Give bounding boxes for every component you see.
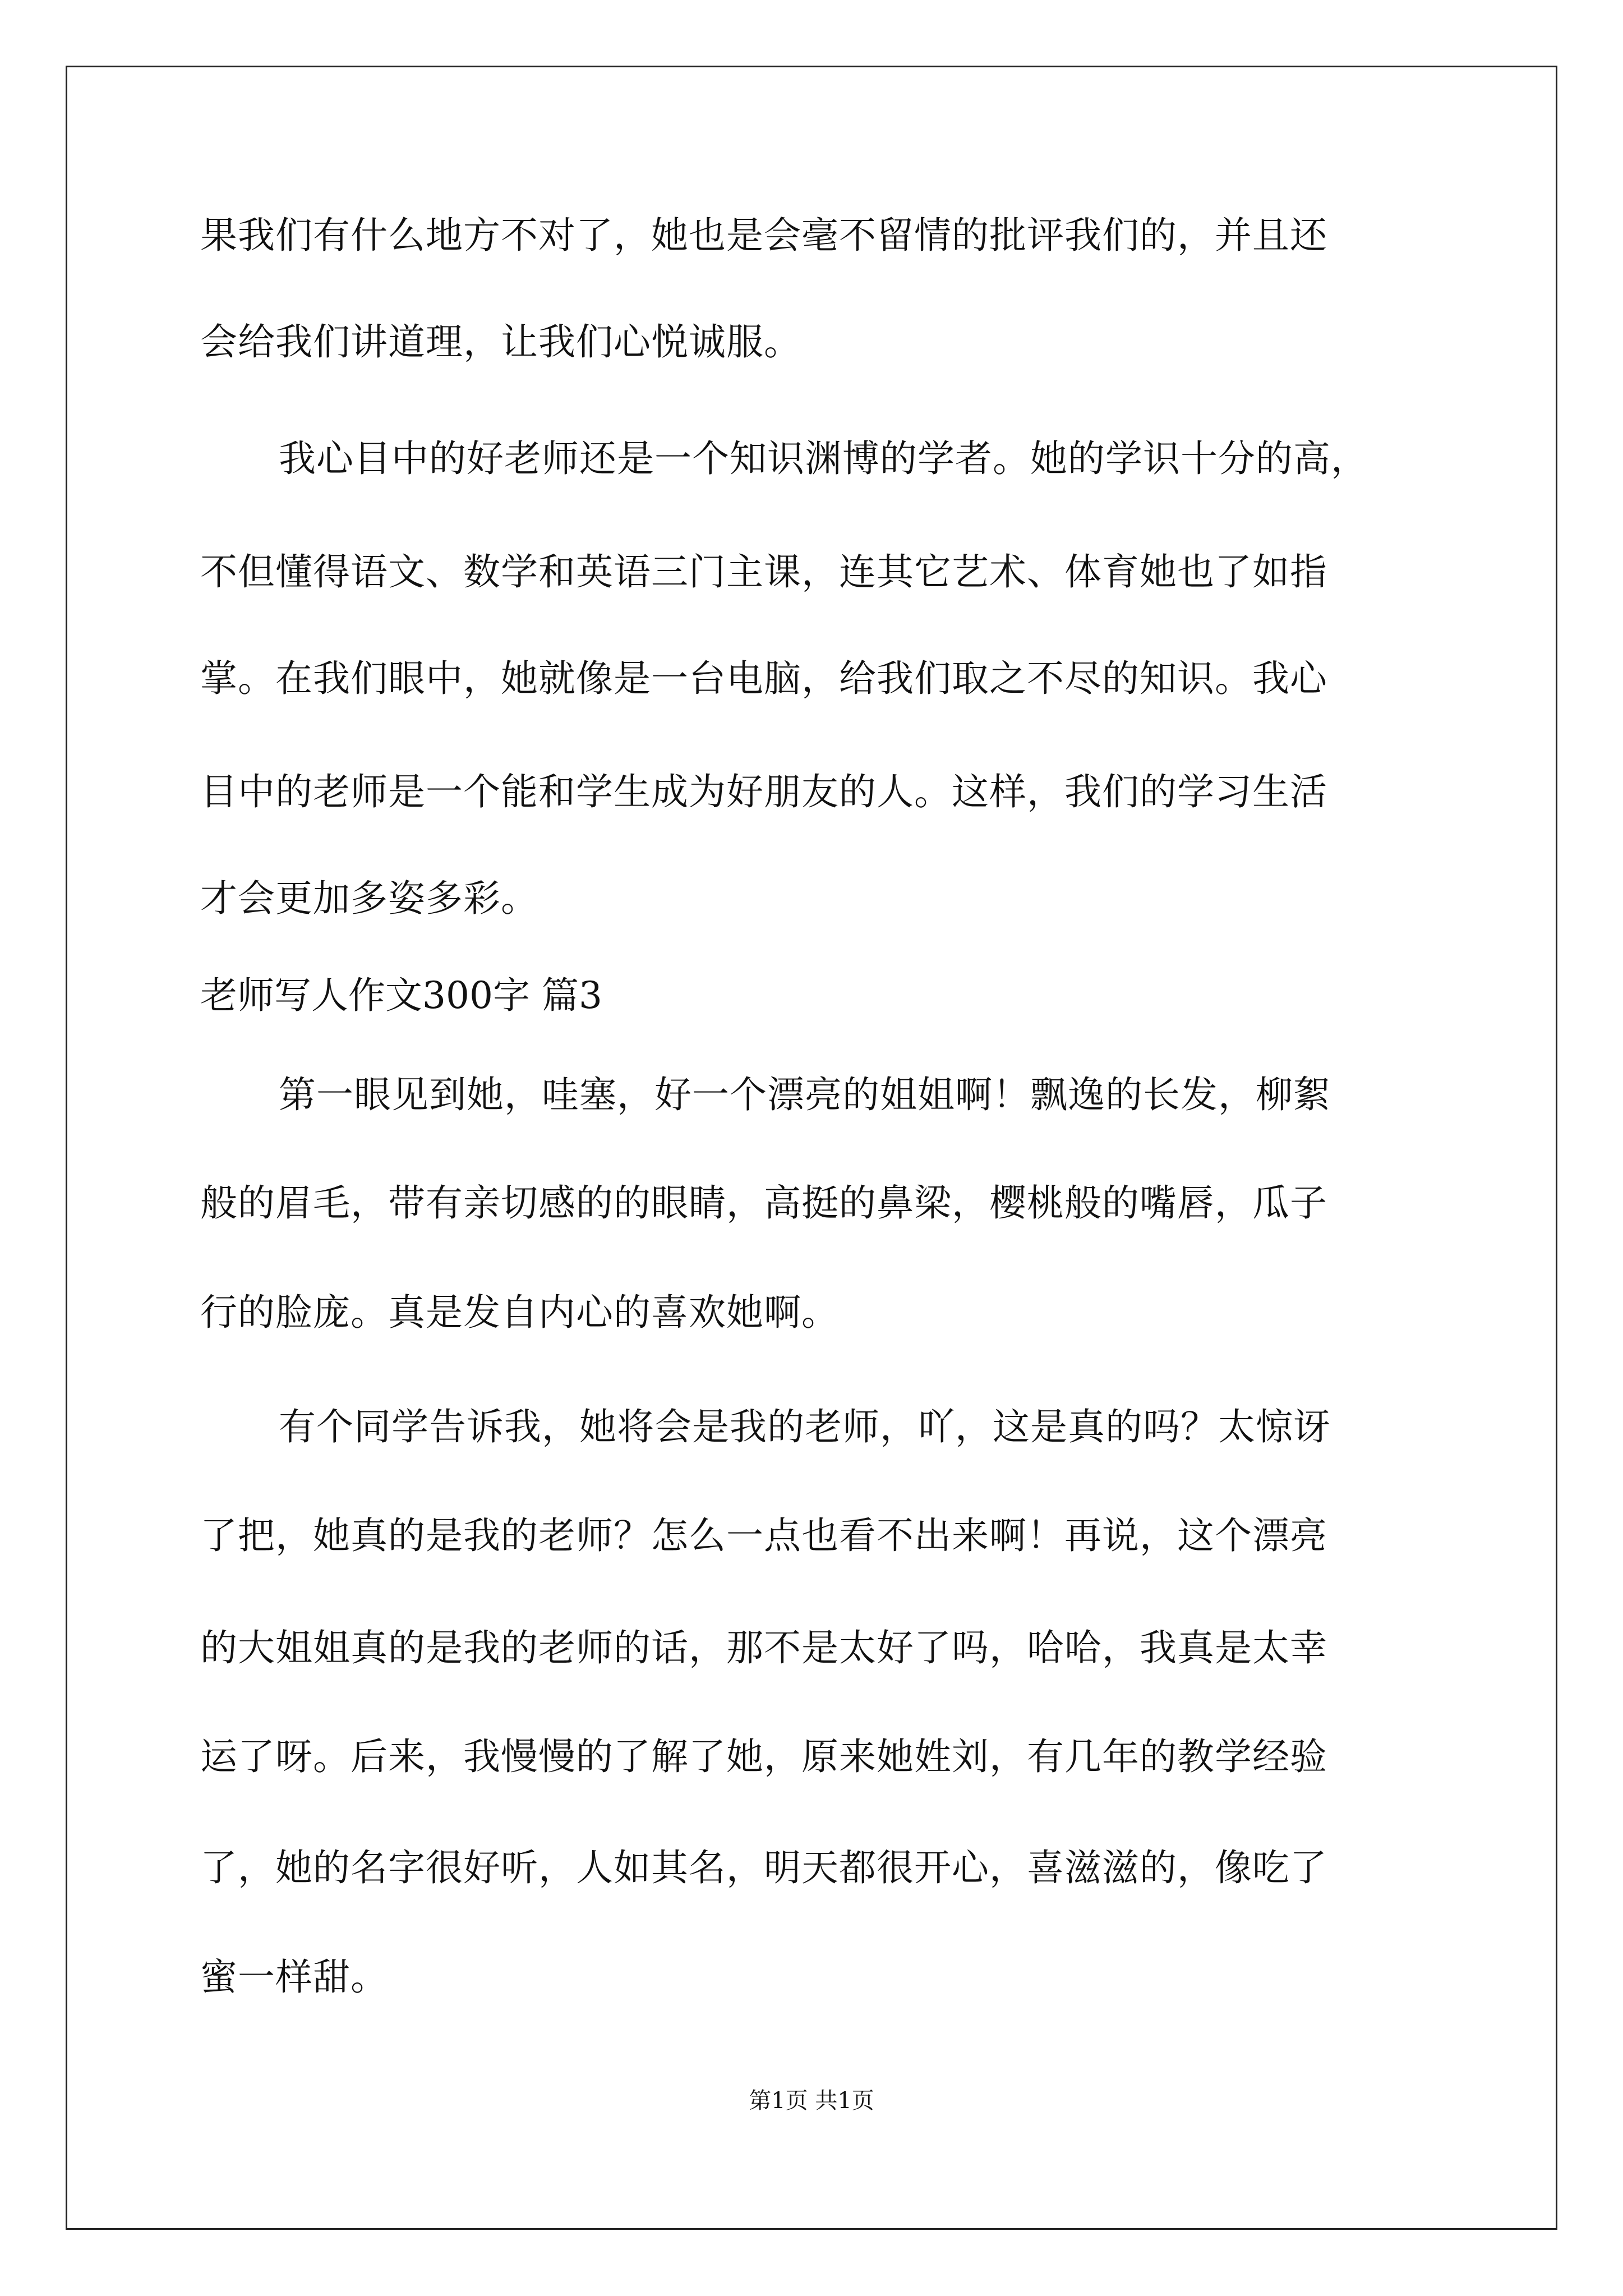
paragraph-line: 会给我们讲道理，让我们心悦诚服。 bbox=[200, 320, 801, 364]
paragraph-line: 目中的老师是一个能和学生成为好朋友的人。这样，我们的学习生活 bbox=[200, 770, 1327, 813]
paragraph-line: 运了呀。后来，我慢慢的了解了她，原来她姓刘，有几年的教学经验 bbox=[200, 1735, 1327, 1778]
paragraph-line: 蜜一样甜。 bbox=[200, 1955, 388, 1999]
paragraph-line: 的大姐姐真的是我的老师的话，那不是太好了吗，哈哈，我真是太幸 bbox=[200, 1626, 1327, 1669]
paragraph-line: 果我们有什么地方不对了，她也是会毫不留情的批评我们的，并且还 bbox=[200, 214, 1327, 257]
paragraph-line: 般的眉毛，带有亲切感的的眼睛，高挺的鼻梁，樱桃般的嘴唇，瓜子 bbox=[200, 1181, 1327, 1225]
paragraph-line: 掌。在我们眼中，她就像是一台电脑，给我们取之不尽的知识。我心 bbox=[200, 657, 1327, 700]
paragraph-line: 有个同学告诉我，她将会是我的老师，吖，这是真的吗？太惊讶 bbox=[279, 1405, 1331, 1448]
paragraph-line: 我心目中的好老师还是一个知识渊博的学者。她的学识十分的高， bbox=[279, 437, 1368, 480]
paragraph-line: 了把，她真的是我的老师？怎么一点也看不出来啊！再说，这个漂亮 bbox=[200, 1514, 1327, 1557]
page-border bbox=[66, 66, 1557, 2230]
paragraph-line: 才会更加多姿多彩。 bbox=[200, 877, 538, 920]
paragraph-line: 不但懂得语文、数学和英语三门主课，连其它艺术、体育她也了如指 bbox=[200, 550, 1327, 593]
paragraph-line: 了，她的名字很好听，人如其名，明天都很开心，喜滋滋的，像吃了 bbox=[200, 1846, 1327, 1889]
paragraph-line: 行的脸庞。真是发自内心的喜欢她啊。 bbox=[200, 1291, 839, 1334]
section-heading: 老师写人作文300字 篇3 bbox=[200, 974, 602, 1017]
page-footer: 第1页 共1页 bbox=[749, 2088, 874, 2114]
paragraph-line: 第一眼见到她，哇塞，好一个漂亮的姐姐啊！飘逸的长发，柳絮 bbox=[279, 1073, 1331, 1116]
